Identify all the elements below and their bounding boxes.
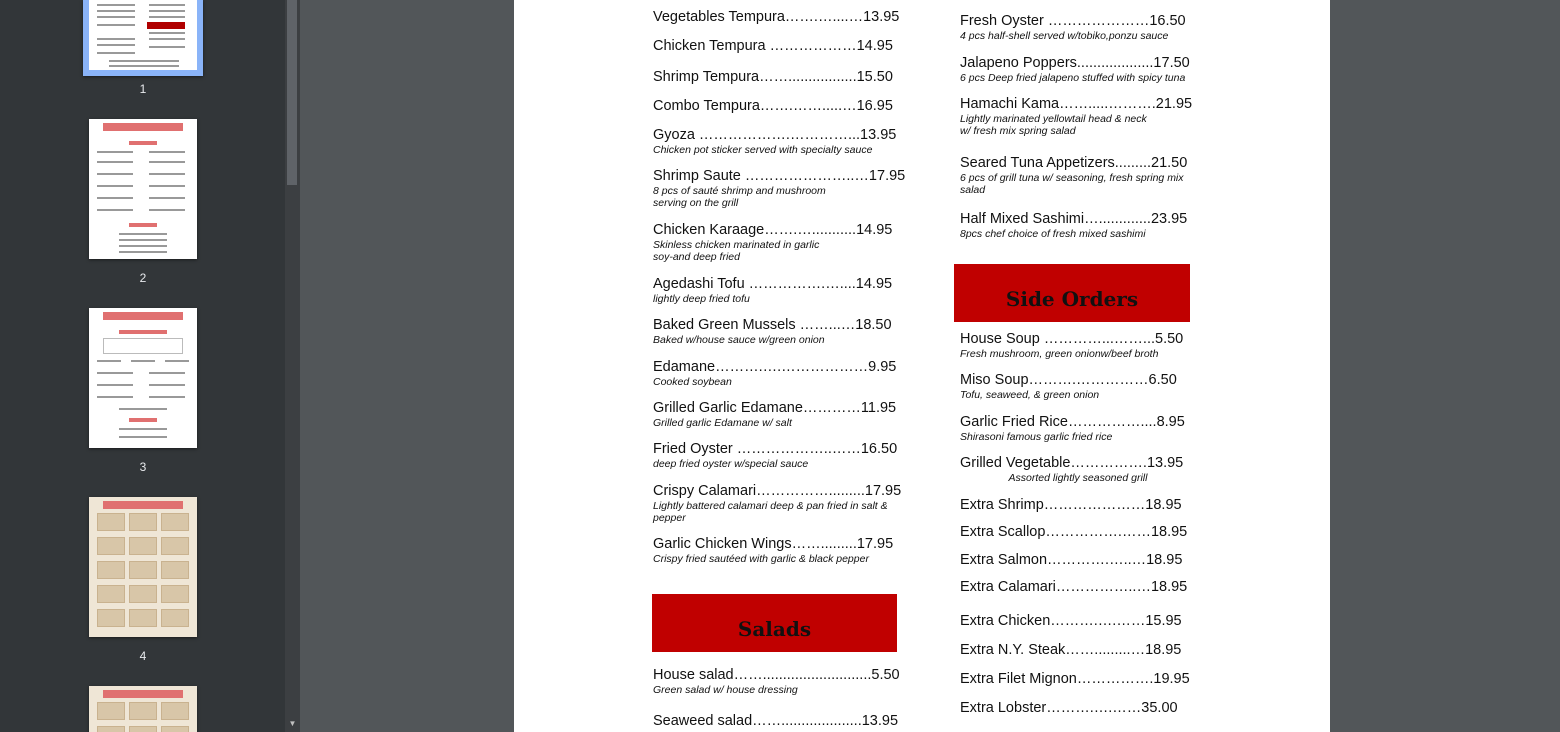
menu-item-description: 8pcs chef choice of fresh mixed sashimi [960, 228, 1146, 240]
menu-item [960, 641, 1181, 659]
menu-item-description: Chicken pot sticker served with specialty sauce [653, 144, 873, 156]
menu-item-line: Hamachi Kama…….....……….21.95 [960, 96, 1193, 112]
menu-item-description: Green salad w/ house dressing [653, 684, 798, 696]
menu-item [960, 612, 1182, 630]
salads-title: Salads [737, 617, 812, 641]
menu-item-line: Vegetables Tempura…….…....…13.95 [653, 9, 900, 25]
menu-item-line: Combo Tempura…….…….....…16.95 [653, 98, 893, 114]
menu-item-line: Agedashi Tofu …………….…....14.95 [653, 276, 893, 292]
menu-item-description: Lightly marinated yellowtail head & neck w/ fresh mix spring salad [960, 113, 1147, 137]
menu-item-line: Shrimp Saute …………………..…17.95 [653, 168, 906, 184]
menu-item-line: Extra Filet Mignon…………….19.95 [960, 671, 1190, 687]
menu-item [960, 95, 1200, 137]
thumbnail-page-number: 2 [139, 271, 147, 285]
thumbnail-page-number: 3 [139, 460, 147, 474]
scrollbar-thumb[interactable] [287, 0, 297, 185]
menu-item [653, 275, 893, 305]
menu-item [653, 37, 893, 55]
sidebar-scrollbar[interactable] [285, 0, 300, 732]
menu-item-line: Extra Lobster……….….……35.00 [960, 700, 1178, 716]
menu-item [653, 399, 896, 429]
menu-item [960, 578, 1187, 596]
menu-item-description: Crispy fried sautéed with garlic & black pepper [653, 553, 869, 565]
menu-item-line: Jalapeno Poppers...................17.50 [960, 55, 1190, 71]
menu-item [653, 221, 893, 263]
menu-item [960, 454, 1196, 484]
thumbnail-page-number: 4 [139, 649, 147, 663]
side-orders-title: Side Orders [1005, 287, 1139, 311]
menu-item [653, 68, 893, 86]
menu-item-line: Extra Scallop…………….……18.95 [960, 524, 1188, 540]
menu-item-description: Fresh mushroom, green onionw/beef broth [960, 348, 1159, 360]
menu-item [960, 670, 1190, 688]
thumbnail-selection-highlight [83, 0, 203, 76]
menu-item-line: Extra Calamari……………..…18.95 [960, 579, 1188, 595]
menu-item [960, 371, 1200, 401]
pdf-page [514, 0, 1330, 732]
menu-item-line: Half Mixed Sashimi….............23.95 [960, 211, 1188, 227]
menu-item [960, 699, 1178, 717]
menu-item-description: Grilled garlic Edamane w/ salt [653, 417, 792, 429]
thumbnail-image [89, 0, 197, 70]
menu-item [653, 712, 898, 730]
thumbnail-image [89, 686, 197, 732]
menu-item-line: House salad……...........................5.50 [653, 667, 900, 683]
menu-item-line: Grilled Garlic Edamane…………11.95 [653, 400, 897, 416]
menu-item [960, 54, 1200, 84]
menu-item [653, 8, 899, 26]
menu-item-description: Lightly battered calamari deep & pan fried in salt & pepper [653, 500, 888, 524]
menu-item [960, 551, 1182, 569]
menu-item-line: Garlic Fried Rice……………....8.95 [960, 414, 1185, 430]
menu-item [653, 167, 905, 209]
menu-item [653, 666, 900, 696]
menu-item-description: Skinless chicken marinated in garlic soy-and deep fried [653, 239, 820, 263]
menu-item-line: Fresh Oyster …………………16.50 [960, 13, 1186, 29]
menu-item [960, 330, 1200, 360]
menu-item [653, 482, 901, 524]
menu-item-line: Edamane……….….………………9.95 [653, 359, 897, 375]
menu-item-description: 8 pcs of sauté shrimp and mushroom serving on the grill [653, 185, 826, 209]
salads-banner [652, 594, 897, 652]
menu-item [653, 316, 893, 346]
menu-item-description: deep fried oyster w/special sauce [653, 458, 809, 470]
side-orders-banner [954, 264, 1190, 322]
menu-item [960, 154, 1200, 196]
menu-item-line: Gyoza ……………….…………...13.95 [653, 127, 897, 143]
menu-item-line: Shrimp Tempura…….................15.50 [653, 69, 893, 85]
scroll-down-arrow-icon[interactable]: ▼ [288, 719, 297, 728]
thumbnail-page-number: 1 [139, 82, 147, 96]
menu-item-description: Tofu, seaweed, & green onion [960, 389, 1100, 401]
menu-item [960, 413, 1200, 443]
menu-item [960, 523, 1187, 541]
menu-item-description: 6 pcs of grill tuna w/ seasoning, fresh spring mix salad [960, 172, 1184, 196]
menu-item-line: Grilled Vegetable…………….13.95 [960, 455, 1184, 471]
thumbnail-image [89, 308, 197, 448]
menu-item [653, 358, 896, 388]
menu-item [960, 210, 1200, 240]
menu-item [960, 12, 1200, 42]
menu-item-line: Seared Tuna Appetizers.........21.50 [960, 155, 1188, 171]
menu-item-line: Chicken Karaage…….…...........14.95 [653, 222, 893, 238]
menu-item-description: lightly deep fried tofu [653, 293, 750, 305]
menu-item-line: House Soup …………...……...5.50 [960, 331, 1184, 347]
menu-item-line: Extra Shrimp…………………18.95 [960, 497, 1182, 513]
menu-item [653, 440, 897, 470]
menu-item [960, 496, 1182, 514]
menu-item-line: Extra N.Y. Steak…….........…18.95 [960, 642, 1182, 658]
menu-item-line: Garlic Chicken Wings…….........17.95 [653, 536, 894, 552]
menu-item-line: Baked Green Mussels ……...…18.50 [653, 317, 892, 333]
menu-item-description: Assorted lightly seasoned grill [1008, 472, 1148, 484]
menu-item-line: Extra Chicken……….….……15.95 [960, 613, 1182, 629]
menu-item [653, 97, 893, 115]
menu-item-description: 4 pcs half-shell served w/tobiko,ponzu sauce [960, 30, 1169, 42]
menu-item-line: Extra Salmon………….…..…18.95 [960, 552, 1183, 568]
thumbnail-image [89, 497, 197, 637]
menu-item-line: Chicken Tempura ………………14.95 [653, 38, 893, 54]
menu-item-line: Crispy Calamari…………….........17.95 [653, 483, 902, 499]
menu-item-description: 6 pcs Deep fried jalapeno stuffed with spicy tuna [960, 72, 1186, 84]
thumbnail-image [89, 119, 197, 259]
menu-item-line: Fried Oyster ………………..……16.50 [653, 441, 898, 457]
menu-item-line: Seaweed salad……....................13.95 [653, 713, 899, 729]
menu-item-description: Cooked soybean [653, 376, 732, 388]
menu-item [653, 126, 896, 156]
menu-item-description: Shirasoni famous garlic fried rice [960, 431, 1113, 443]
thumbnail-sidebar [0, 0, 285, 732]
menu-item-description: Baked w/house sauce w/green onion [653, 334, 825, 346]
menu-item [653, 535, 893, 565]
menu-item-line: Miso Soup……….……………6.50 [960, 372, 1177, 388]
